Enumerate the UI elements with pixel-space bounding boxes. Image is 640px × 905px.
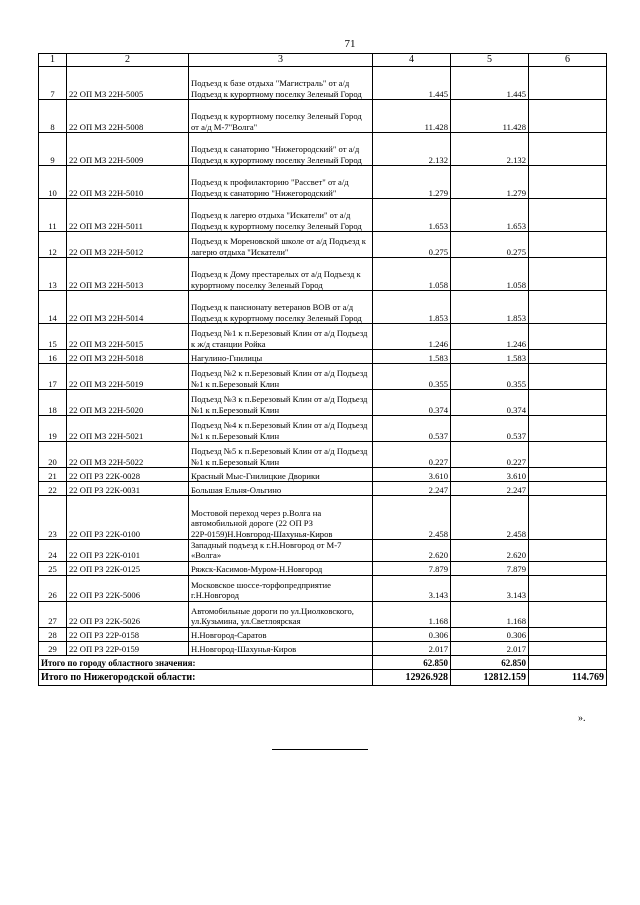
- road-name: Мостовой переход через р.Волга на автомобильной дороге (22 ОП РЗ 22Р-0159)Н.Новгород-Шахунья-Киров: [189, 496, 373, 540]
- total-region-row: [39, 669, 607, 685]
- table-row: [39, 166, 607, 199]
- table-row: [39, 540, 607, 562]
- road-name: Автомобильные дороги по ул.Циолковского, ул.Кузьмина, ул.Светлоярская: [189, 601, 373, 627]
- length-total: 2.620: [373, 540, 451, 562]
- length-total: 2.458: [373, 496, 451, 540]
- table-row: [39, 416, 607, 442]
- road-code: 22 ОП РЗ 22К-5026: [67, 601, 189, 627]
- length-col6: [529, 390, 607, 416]
- length-total: 1.445: [373, 67, 451, 100]
- closing-quote-mark: ».: [578, 713, 586, 724]
- table-row: [39, 442, 607, 468]
- column-header: 6: [529, 54, 607, 67]
- road-name: Подъезд к базе отдыха "Магистраль" от а/д Подъезд к курортному поселку Зеленый Город: [189, 67, 373, 100]
- row-number: 20: [39, 442, 67, 468]
- length-col5: 2.132: [451, 133, 529, 166]
- table-row: [39, 364, 607, 390]
- length-col6: [529, 416, 607, 442]
- road-code: 22 ОП РЗ 22К-0031: [67, 482, 189, 496]
- length-total: 1.653: [373, 199, 451, 232]
- length-col5: 2.247: [451, 482, 529, 496]
- length-col5: 1.853: [451, 291, 529, 324]
- road-code: 22 ОП РЗ 22К-0028: [67, 468, 189, 482]
- table-row: [39, 390, 607, 416]
- table-row: [39, 561, 607, 575]
- length-total: 1.583: [373, 350, 451, 364]
- length-col6: [529, 324, 607, 350]
- length-col6: [529, 350, 607, 364]
- row-number: 27: [39, 601, 67, 627]
- road-name: Ряжск-Касимов-Муром-Н.Новгород: [189, 561, 373, 575]
- table-row: [39, 575, 607, 601]
- road-name: Подъезд №3 к п.Березовый Клин от а/д Подъезд №1 к п.Березовый Клин: [189, 390, 373, 416]
- length-total: 2.132: [373, 133, 451, 166]
- row-number: 11: [39, 199, 67, 232]
- row-number: 14: [39, 291, 67, 324]
- total-value: 12812.159: [451, 669, 529, 685]
- length-col5: 1.058: [451, 258, 529, 291]
- total-value: 12926.928: [373, 669, 451, 685]
- total-label: Итого по городу областного значения:: [39, 655, 373, 669]
- length-col5: 1.583: [451, 350, 529, 364]
- length-col5: 1.653: [451, 199, 529, 232]
- row-number: 25: [39, 561, 67, 575]
- road-name: Нагулино-Гнилицы: [189, 350, 373, 364]
- total-value: 114.769: [529, 669, 607, 685]
- road-code: 22 ОП РЗ 22Р-0159: [67, 641, 189, 655]
- table-row: [39, 258, 607, 291]
- length-col6: [529, 561, 607, 575]
- length-col6: [529, 232, 607, 258]
- road-code: 22 ОП МЗ 22Н-5011: [67, 199, 189, 232]
- length-col6: [529, 496, 607, 540]
- table-row: [39, 324, 607, 350]
- road-name: Н.Новгород-Шахунья-Киров: [189, 641, 373, 655]
- length-col6: [529, 364, 607, 390]
- length-col6: [529, 468, 607, 482]
- length-col5: 0.275: [451, 232, 529, 258]
- total-label: Итого по Нижегородской области:: [39, 669, 373, 685]
- length-col5: 1.168: [451, 601, 529, 627]
- road-code: 22 ОП МЗ 22Н-5008: [67, 100, 189, 133]
- length-total: 0.227: [373, 442, 451, 468]
- road-code: 22 ОП РЗ 22К-5006: [67, 575, 189, 601]
- table-row: [39, 291, 607, 324]
- length-col5: 0.374: [451, 390, 529, 416]
- length-col6: [529, 291, 607, 324]
- length-col6: [529, 601, 607, 627]
- row-number: 19: [39, 416, 67, 442]
- road-code: 22 ОП МЗ 22Н-5019: [67, 364, 189, 390]
- row-number: 23: [39, 496, 67, 540]
- road-code: 22 ОП МЗ 22Н-5005: [67, 67, 189, 100]
- column-header: 2: [67, 54, 189, 67]
- length-col5: 1.279: [451, 166, 529, 199]
- road-code: 22 ОП МЗ 22Н-5018: [67, 350, 189, 364]
- road-code: 22 ОП МЗ 22Н-5022: [67, 442, 189, 468]
- length-total: 11.428: [373, 100, 451, 133]
- road-code: 22 ОП МЗ 22Н-5021: [67, 416, 189, 442]
- table-row: [39, 496, 607, 540]
- length-col5: 11.428: [451, 100, 529, 133]
- row-number: 10: [39, 166, 67, 199]
- length-col6: [529, 67, 607, 100]
- road-name: Подъезд к пансионату ветеранов ВОВ от а/д Подъезд к курортному поселку Зеленый Город: [189, 291, 373, 324]
- length-col6: [529, 199, 607, 232]
- table-row: [39, 468, 607, 482]
- road-name: Красный Мыс-Гнилицкие Дворики: [189, 468, 373, 482]
- length-total: 1.246: [373, 324, 451, 350]
- row-number: 17: [39, 364, 67, 390]
- length-col6: [529, 133, 607, 166]
- table-row: [39, 232, 607, 258]
- length-total: 0.374: [373, 390, 451, 416]
- row-number: 21: [39, 468, 67, 482]
- row-number: 29: [39, 641, 67, 655]
- road-name: Н.Новгород-Саратов: [189, 627, 373, 641]
- length-total: 0.275: [373, 232, 451, 258]
- table-row: [39, 627, 607, 641]
- road-code: 22 ОП РЗ 22К-0101: [67, 540, 189, 562]
- length-col5: 3.143: [451, 575, 529, 601]
- length-total: 1.279: [373, 166, 451, 199]
- column-header: 3: [189, 54, 373, 67]
- road-name: Подъезд №1 к п.Березовый Клин от а/д Подъезд к ж/д станции Ройка: [189, 324, 373, 350]
- length-col5: 7.879: [451, 561, 529, 575]
- row-number: 8: [39, 100, 67, 133]
- road-code: 22 ОП МЗ 22Н-5010: [67, 166, 189, 199]
- separator-line: [272, 749, 368, 750]
- road-code: 22 ОП МЗ 22Н-5012: [67, 232, 189, 258]
- road-name: Подъезд к лагерю отдыха "Искатели" от а/д Подъезд к курортному поселку Зеленый Город: [189, 199, 373, 232]
- length-col5: 2.620: [451, 540, 529, 562]
- table-row: [39, 350, 607, 364]
- length-total: 2.247: [373, 482, 451, 496]
- length-total: 1.168: [373, 601, 451, 627]
- road-name: Большая Ельня-Ольгино: [189, 482, 373, 496]
- row-number: 28: [39, 627, 67, 641]
- road-name: Подъезд №2 к п.Березовый Клин от а/д Подъезд №1 к п.Березовый Клин: [189, 364, 373, 390]
- length-col5: 0.355: [451, 364, 529, 390]
- length-total: 7.879: [373, 561, 451, 575]
- length-col6: [529, 641, 607, 655]
- length-col6: [529, 166, 607, 199]
- road-name: Московское шоссе-торфопредприятие г.Н.Новгород: [189, 575, 373, 601]
- total-value: 62.850: [373, 655, 451, 669]
- road-code: 22 ОП РЗ 22Р-0158: [67, 627, 189, 641]
- length-total: 2.017: [373, 641, 451, 655]
- length-col6: [529, 258, 607, 291]
- length-total: 0.537: [373, 416, 451, 442]
- table-row: [39, 67, 607, 100]
- row-number: 18: [39, 390, 67, 416]
- length-col6: [529, 442, 607, 468]
- column-header: 1: [39, 54, 67, 67]
- length-col5: 2.017: [451, 641, 529, 655]
- length-col5: 2.458: [451, 496, 529, 540]
- row-number: 24: [39, 540, 67, 562]
- length-total: 3.143: [373, 575, 451, 601]
- road-code: 22 ОП РЗ 22К-0125: [67, 561, 189, 575]
- table-row: [39, 482, 607, 496]
- length-total: 1.058: [373, 258, 451, 291]
- row-number: 13: [39, 258, 67, 291]
- table-row: [39, 641, 607, 655]
- row-number: 26: [39, 575, 67, 601]
- column-header: 5: [451, 54, 529, 67]
- length-col6: [529, 482, 607, 496]
- length-col5: 1.246: [451, 324, 529, 350]
- table-header-row: [39, 54, 607, 67]
- length-col6: [529, 100, 607, 133]
- total-city-row: [39, 655, 607, 669]
- length-col6: [529, 627, 607, 641]
- length-col6: [529, 540, 607, 562]
- road-name: Подъезд №5 к п.Березовый Клин от а/д Подъезд №1 к п.Березовый Клин: [189, 442, 373, 468]
- roads-table: [38, 53, 607, 686]
- length-col5: 3.610: [451, 468, 529, 482]
- table-row: [39, 199, 607, 232]
- road-code: 22 ОП МЗ 22Н-5009: [67, 133, 189, 166]
- length-total: 0.306: [373, 627, 451, 641]
- page-number: 71: [344, 38, 356, 50]
- length-col5: 0.227: [451, 442, 529, 468]
- row-number: 12: [39, 232, 67, 258]
- row-number: 16: [39, 350, 67, 364]
- road-code: 22 ОП МЗ 22Н-5014: [67, 291, 189, 324]
- row-number: 22: [39, 482, 67, 496]
- length-col5: 1.445: [451, 67, 529, 100]
- column-header: 4: [373, 54, 451, 67]
- length-total: 1.853: [373, 291, 451, 324]
- total-value: 62.850: [451, 655, 529, 669]
- road-name: Подъезд к профилакторию "Рассвет" от а/д Подъезд к санаторию "Нижегородский": [189, 166, 373, 199]
- road-name: Подъезд к курортному поселку Зеленый Город от а/д М-7"Волга": [189, 100, 373, 133]
- road-name: Подъезд к Дому престарелых от а/д Подъезд к курортному поселку Зеленый Город: [189, 258, 373, 291]
- total-value: [529, 655, 607, 669]
- table-row: [39, 100, 607, 133]
- length-total: 3.610: [373, 468, 451, 482]
- road-code: 22 ОП МЗ 22Н-5013: [67, 258, 189, 291]
- length-col6: [529, 575, 607, 601]
- road-name: Подъезд №4 к п.Березовый Клин от а/д Подъезд №1 к п.Березовый Клин: [189, 416, 373, 442]
- road-name: Западный подъезд к г.Н.Новгород от М-7 «Волга»: [189, 540, 373, 562]
- length-col5: 0.537: [451, 416, 529, 442]
- table-row: [39, 601, 607, 627]
- row-number: 7: [39, 67, 67, 100]
- road-code: 22 ОП МЗ 22Н-5020: [67, 390, 189, 416]
- road-name: Подъезд к Мореновской школе от а/д Подъезд к лагерю отдыха "Искатели": [189, 232, 373, 258]
- length-col5: 0.306: [451, 627, 529, 641]
- road-code: 22 ОП РЗ 22К-0100: [67, 496, 189, 540]
- table-row: [39, 133, 607, 166]
- length-total: 0.355: [373, 364, 451, 390]
- row-number: 9: [39, 133, 67, 166]
- road-code: 22 ОП МЗ 22Н-5015: [67, 324, 189, 350]
- row-number: 15: [39, 324, 67, 350]
- road-name: Подъезд к санаторию "Нижегородский" от а/д Подъезд к курортному поселку Зеленый Город: [189, 133, 373, 166]
